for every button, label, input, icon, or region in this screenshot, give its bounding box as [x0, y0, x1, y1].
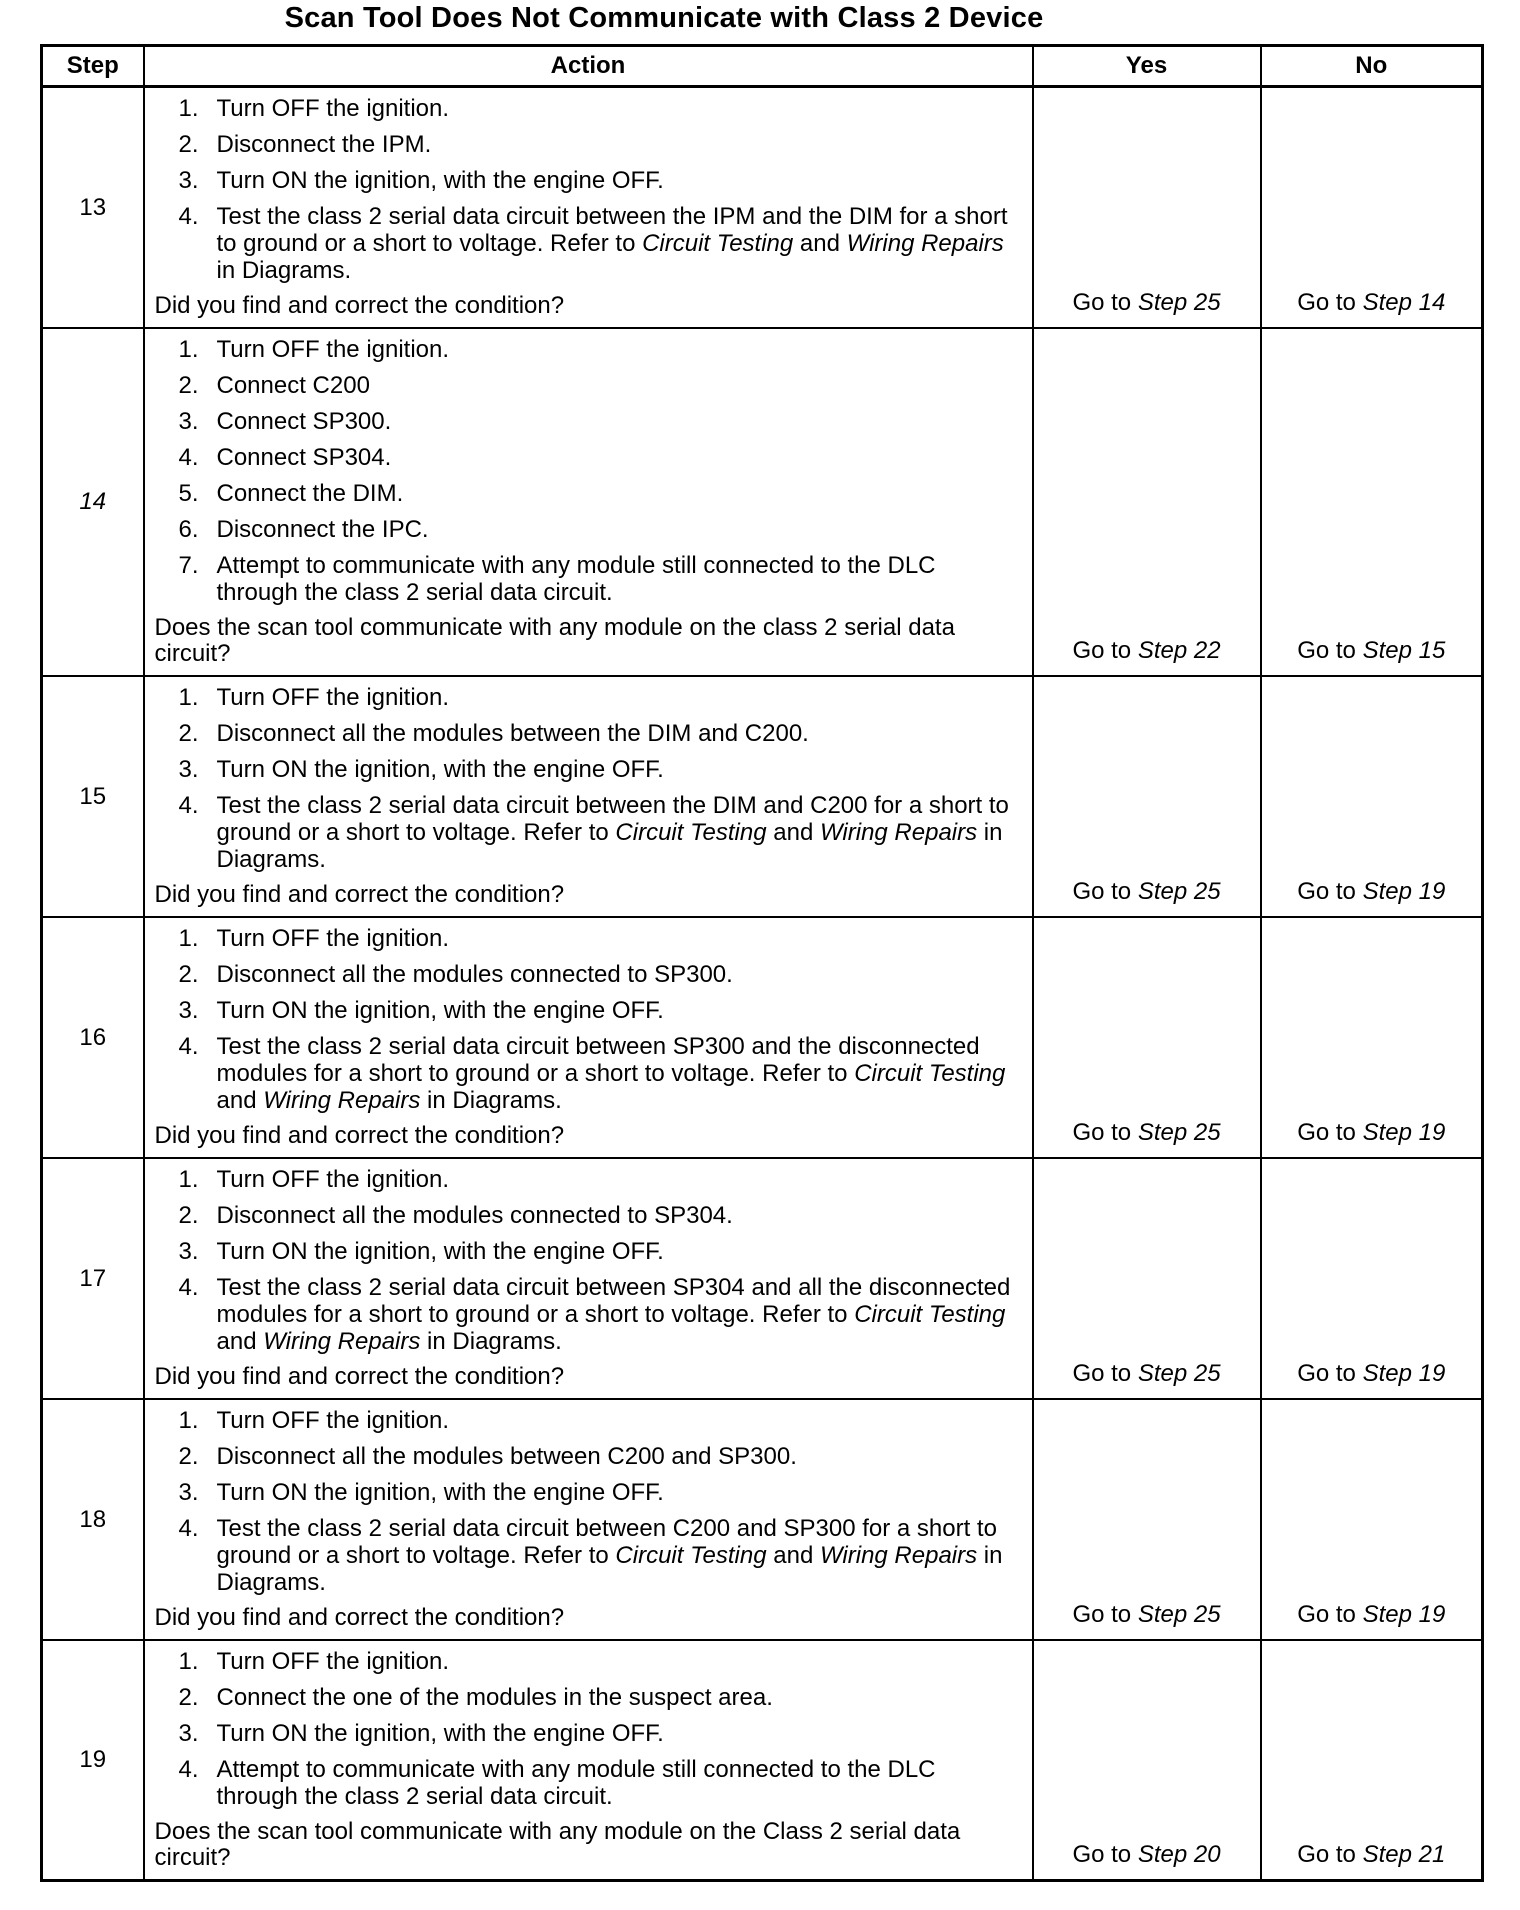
action-step-text: Disconnect all the modules between the DIM and C200.: [216, 720, 809, 747]
go-to-label: Go to: [1072, 637, 1138, 664]
action-step-text: Connect SP304.: [216, 444, 392, 471]
action-step-text: Connect the DIM.: [216, 480, 404, 507]
action-step-number: 5.: [178, 480, 199, 507]
action-step: [155, 756, 1024, 783]
diagnostic-table: [40, 44, 1484, 1882]
action-steps-list: [155, 1407, 1024, 1596]
action-step: [155, 1407, 1024, 1434]
go-to-label: Go to: [1297, 1601, 1363, 1628]
action-step-number: 4.: [178, 444, 199, 471]
action-cell: [144, 1399, 1033, 1640]
action-steps-list: [155, 925, 1024, 1114]
action-step-number: 2.: [178, 1202, 199, 1229]
step-number: 17: [42, 1158, 144, 1399]
step-number: 16: [42, 917, 144, 1158]
go-to-label: Go to: [1072, 1601, 1138, 1628]
action-step: [155, 1238, 1024, 1265]
table-row: [42, 87, 1483, 329]
action-step: [155, 1166, 1024, 1193]
action-step: [155, 408, 1024, 435]
go-to-label: Go to: [1072, 1119, 1138, 1146]
go-to-label: Go to: [1297, 289, 1363, 316]
action-step: [155, 1515, 1024, 1596]
go-to-step-target: Step 25: [1137, 1119, 1221, 1146]
action-step-number: 1.: [178, 684, 199, 711]
action-step-number: 3.: [178, 1720, 199, 1747]
column-header-no: No: [1261, 46, 1483, 87]
no-result-cell: [1261, 676, 1483, 917]
action-question: Does the scan tool communicate with any module on the Class 2 serial data circuit?: [154, 1818, 961, 1871]
column-header-step: Step: [42, 46, 144, 87]
action-step: [155, 1443, 1024, 1470]
go-to-label: Go to: [1297, 1360, 1363, 1387]
reference-link-text: Circuit Testing: [854, 1301, 1006, 1328]
action-step: [155, 336, 1024, 363]
action-step-text: Turn OFF the ignition.: [216, 1648, 450, 1675]
header-row: [42, 46, 1483, 87]
action-step-text: Turn OFF the ignition.: [216, 1166, 450, 1193]
action-step-number: 1.: [178, 1166, 199, 1193]
action-step-text: Turn ON the ignition, with the engine OFF.: [216, 167, 664, 194]
action-step-text: in Diagrams.: [420, 1328, 562, 1355]
action-step-number: 2.: [178, 1443, 199, 1470]
action-step-text: Test the class 2 serial data circuit between SP300 and the disconnected modules for a short to ground or a short to voltage. Refer to: [216, 1033, 980, 1087]
reference-link-text: Circuit Testing: [615, 819, 767, 846]
go-to-step-target: Step 22: [1137, 637, 1221, 664]
action-question: Did you find and correct the condition?: [154, 292, 565, 319]
action-step: [155, 997, 1024, 1024]
action-step: [155, 925, 1024, 952]
step-number: 13: [42, 87, 144, 329]
action-step: [155, 961, 1024, 988]
action-step-number: 1.: [178, 336, 199, 363]
go-to-label: Go to: [1297, 878, 1363, 905]
step-number: 14: [42, 328, 144, 676]
go-to-step-target: Step 19: [1362, 1119, 1446, 1146]
action-cell: [144, 676, 1033, 917]
table-row: [42, 1640, 1483, 1881]
action-step: [155, 792, 1024, 873]
action-step: [155, 95, 1024, 122]
action-step-text: Turn ON the ignition, with the engine OFF.: [216, 1238, 664, 1265]
action-step-text: Turn ON the ignition, with the engine OFF.: [216, 1720, 664, 1747]
action-step-text: Disconnect all the modules connected to SP304.: [216, 1202, 733, 1229]
action-step-text: Turn OFF the ignition.: [216, 95, 450, 122]
action-step-number: 2.: [178, 131, 199, 158]
go-to-label: Go to: [1297, 637, 1363, 664]
action-step-number: 1.: [178, 95, 199, 122]
yes-result-cell: [1033, 328, 1261, 676]
action-step: [155, 167, 1024, 194]
no-result-cell: [1261, 87, 1483, 329]
action-step-number: 3.: [178, 1238, 199, 1265]
reference-link-text: Wiring Repairs: [819, 819, 978, 846]
action-step-number: 2.: [178, 961, 199, 988]
yes-result-cell: [1033, 1640, 1261, 1881]
no-result-cell: [1261, 917, 1483, 1158]
action-step-number: 1.: [178, 1407, 199, 1434]
action-step-number: 6.: [178, 516, 199, 543]
action-step-number: 2.: [178, 1684, 199, 1711]
action-step-text: in Diagrams.: [420, 1087, 562, 1114]
action-cell: [144, 328, 1033, 676]
action-step-text: Test the class 2 serial data circuit between the DIM and C200 for a short to ground or a short to voltage. Refer to: [216, 792, 1009, 846]
reference-link-text: Circuit Testing: [854, 1060, 1006, 1087]
reference-link-text: Wiring Repairs: [819, 1542, 978, 1569]
action-step-text: Disconnect the IPM.: [216, 131, 432, 158]
no-result-cell: [1261, 1158, 1483, 1399]
step-number: 18: [42, 1399, 144, 1640]
action-step-text: Turn ON the ignition, with the engine OFF.: [216, 1479, 664, 1506]
action-step-text: Turn OFF the ignition.: [216, 336, 450, 363]
yes-result-cell: [1033, 676, 1261, 917]
action-question: Does the scan tool communicate with any module on the class 2 serial data circuit?: [154, 614, 955, 667]
action-step-number: 3.: [178, 167, 199, 194]
go-to-label: Go to: [1072, 878, 1138, 905]
action-step-number: 4.: [178, 1756, 199, 1783]
action-step-number: 2.: [178, 720, 199, 747]
yes-result-cell: [1033, 1399, 1261, 1640]
action-step-text: and: [766, 819, 820, 846]
go-to-step-target: Step 20: [1137, 1841, 1221, 1868]
action-step-text: Disconnect all the modules between C200 and SP300.: [216, 1443, 797, 1470]
action-question: Did you find and correct the condition?: [154, 1122, 565, 1149]
reference-link-text: Wiring Repairs: [846, 230, 1004, 257]
action-step: [155, 372, 1024, 399]
action-step-number: 3.: [178, 408, 199, 435]
action-step: [155, 203, 1024, 284]
yes-result-cell: [1033, 87, 1261, 329]
go-to-step-target: Step 21: [1362, 1841, 1446, 1868]
go-to-label: Go to: [1072, 1360, 1138, 1387]
go-to-step-target: Step 19: [1362, 878, 1446, 905]
action-step: [155, 720, 1024, 747]
no-result-cell: [1261, 328, 1483, 676]
action-step-number: 4.: [178, 792, 199, 819]
action-step-text: Turn OFF the ignition.: [216, 684, 450, 711]
go-to-step-target: Step 19: [1362, 1360, 1446, 1387]
go-to-step-target: Step 25: [1137, 1360, 1221, 1387]
action-step-number: 4.: [178, 1274, 199, 1301]
action-step: [155, 480, 1024, 507]
reference-link-text: Wiring Repairs: [263, 1087, 421, 1114]
action-step-number: 3.: [178, 756, 199, 783]
action-step-number: 2.: [178, 372, 199, 399]
action-cell: [144, 1158, 1033, 1399]
action-step-text: in Diagrams.: [216, 1542, 1003, 1596]
action-cell: [144, 1640, 1033, 1881]
action-step-number: 1.: [178, 1648, 199, 1675]
action-step-number: 3.: [178, 1479, 199, 1506]
reference-link-text: Circuit Testing: [642, 230, 794, 257]
yes-result-cell: [1033, 1158, 1261, 1399]
go-to-step-target: Step 25: [1137, 1601, 1221, 1628]
action-step-text: Turn OFF the ignition.: [216, 1407, 450, 1434]
no-result-cell: [1261, 1640, 1483, 1881]
action-step-text: and: [766, 1542, 820, 1569]
action-step: [155, 1720, 1024, 1747]
go-to-label: Go to: [1297, 1119, 1363, 1146]
action-step-number: 7.: [178, 552, 199, 579]
action-step-text: Connect the one of the modules in the suspect area.: [216, 1684, 773, 1711]
go-to-step-target: Step 25: [1137, 878, 1221, 905]
go-to-step-target: Step 15: [1362, 637, 1446, 664]
action-question: Did you find and correct the condition?: [154, 881, 565, 908]
table-row: [42, 328, 1483, 676]
action-step-text: Attempt to communicate with any module still connected to the DLC through the class 2 serial data circuit.: [216, 552, 936, 606]
go-to-step-target: Step 14: [1362, 289, 1446, 316]
action-step: [155, 1648, 1024, 1675]
step-number: 15: [42, 676, 144, 917]
action-steps-list: [155, 1166, 1024, 1355]
action-step: [155, 1202, 1024, 1229]
action-step-text: Turn ON the ignition, with the engine OFF.: [216, 756, 664, 783]
go-to-label: Go to: [1072, 289, 1138, 316]
action-step: [155, 516, 1024, 543]
action-step-text: Turn ON the ignition, with the engine OFF.: [216, 997, 664, 1024]
action-steps-list: [155, 95, 1024, 284]
reference-link-text: Circuit Testing: [615, 1542, 767, 1569]
action-step-text: Disconnect the IPC.: [216, 516, 429, 543]
action-step-text: Attempt to communicate with any module still connected to the DLC through the class 2 serial data circuit.: [216, 1756, 936, 1810]
action-question: Did you find and correct the condition?: [154, 1363, 565, 1390]
action-step-text: and: [216, 1087, 264, 1114]
table-row: [42, 917, 1483, 1158]
action-step-number: 1.: [178, 925, 199, 952]
action-steps-list: [155, 684, 1024, 873]
action-step-text: and: [216, 1328, 264, 1355]
action-step: [155, 1274, 1024, 1355]
table-row: [42, 676, 1483, 917]
action-step-text: Disconnect all the modules connected to SP300.: [216, 961, 733, 988]
action-step: [155, 131, 1024, 158]
action-step-text: Connect SP300.: [216, 408, 392, 435]
action-step-number: 3.: [178, 997, 199, 1024]
yes-result-cell: [1033, 917, 1261, 1158]
go-to-label: Go to: [1297, 1841, 1363, 1868]
action-step: [155, 1756, 1024, 1810]
action-cell: [144, 87, 1033, 329]
go-to-step-target: Step 19: [1362, 1601, 1446, 1628]
table-row: [42, 1399, 1483, 1640]
action-step-text: in Diagrams.: [216, 257, 352, 284]
action-step: [155, 444, 1024, 471]
column-header-action: Action: [144, 46, 1033, 87]
no-result-cell: [1261, 1399, 1483, 1640]
action-question: Did you find and correct the condition?: [154, 1604, 565, 1631]
action-step: [155, 552, 1024, 606]
step-number: 19: [42, 1640, 144, 1881]
action-step-text: Connect C200: [216, 372, 370, 399]
action-cell: [144, 917, 1033, 1158]
action-step-text: Test the class 2 serial data circuit between C200 and SP300 for a short to ground or a short to voltage. Refer to: [216, 1515, 997, 1569]
go-to-label: Go to: [1072, 1841, 1138, 1868]
action-step-text: Turn OFF the ignition.: [216, 925, 450, 952]
action-step-text: in Diagrams.: [216, 819, 1003, 873]
action-step: [155, 1033, 1024, 1114]
column-header-yes: Yes: [1033, 46, 1261, 87]
action-step-number: 4.: [178, 1033, 199, 1060]
go-to-step-target: Step 25: [1137, 289, 1221, 316]
action-steps-list: [155, 1648, 1024, 1810]
action-step-number: 4.: [178, 203, 199, 230]
table-row: [42, 1158, 1483, 1399]
action-step-text: Test the class 2 serial data circuit between the IPM and the DIM for a short to ground or a short to voltage. Refer to: [216, 203, 1008, 257]
reference-link-text: Wiring Repairs: [263, 1328, 421, 1355]
action-step-text: Test the class 2 serial data circuit between SP304 and all the disconnected modules for a short to ground or a short to voltage. Refer to: [216, 1274, 1011, 1328]
action-steps-list: [155, 336, 1024, 606]
action-step: [155, 684, 1024, 711]
action-step: [155, 1479, 1024, 1506]
action-step-number: 4.: [178, 1515, 199, 1542]
action-step: [155, 1684, 1024, 1711]
action-step-text: and: [793, 230, 847, 257]
page-title: Scan Tool Does Not Communicate with Class 2 Device: [284, 2, 1044, 34]
